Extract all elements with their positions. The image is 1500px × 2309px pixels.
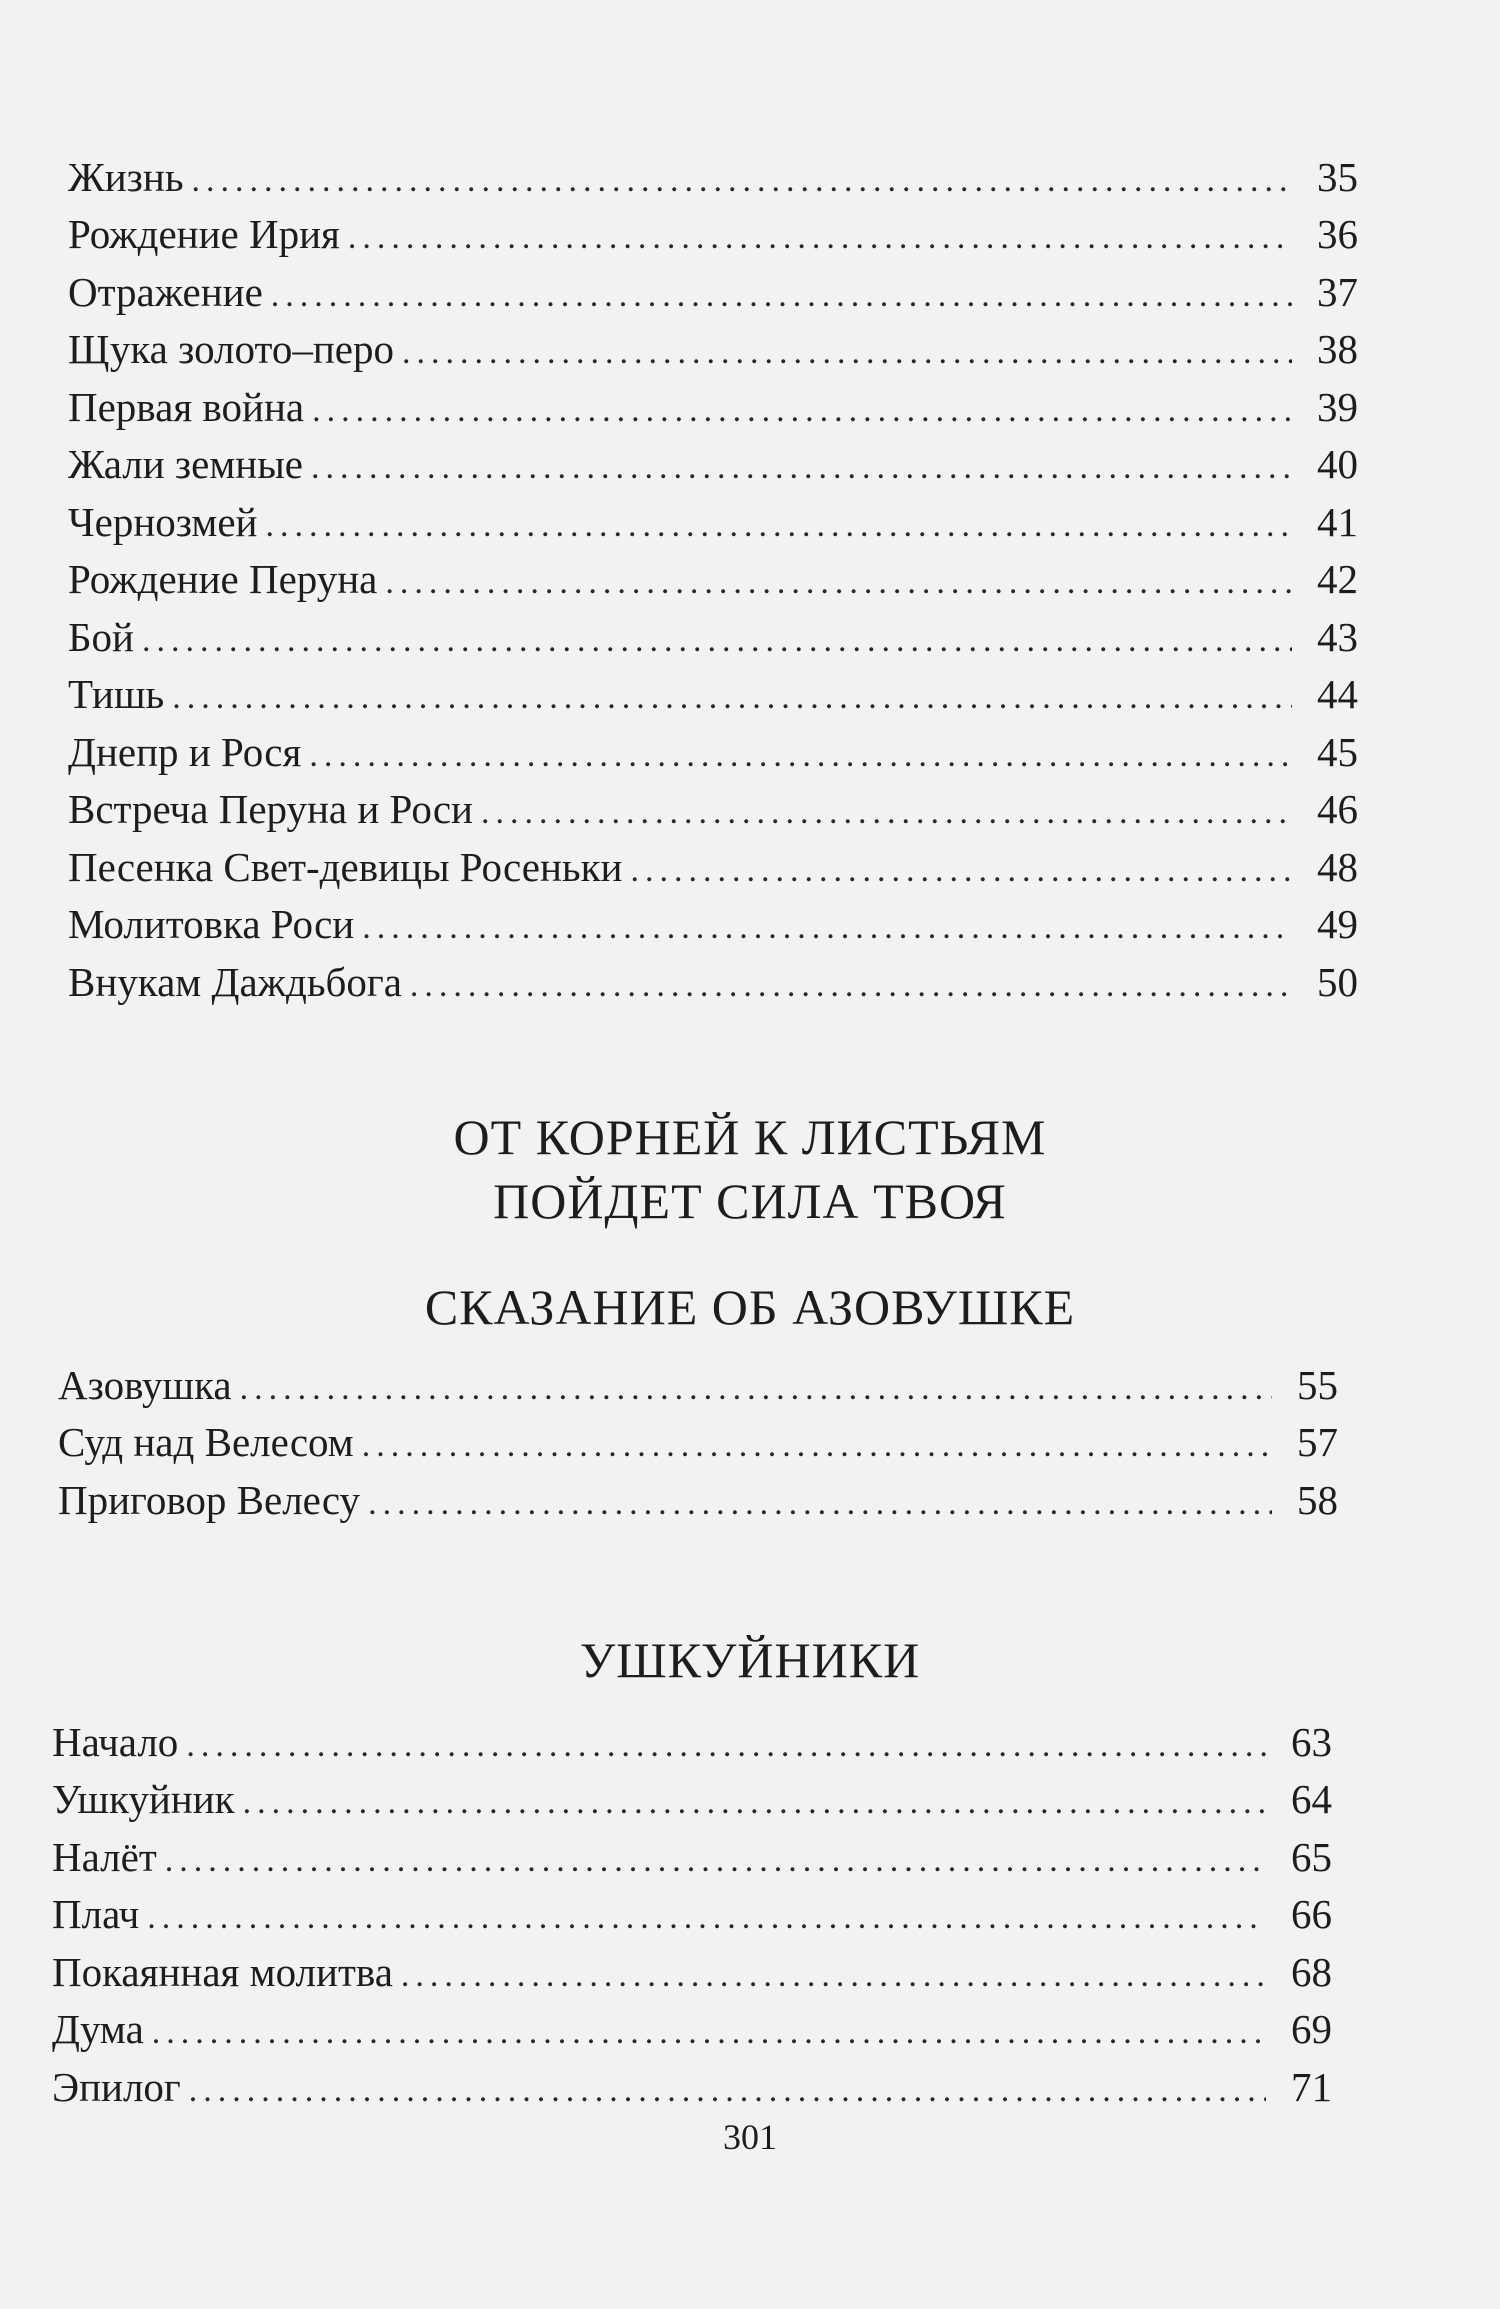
toc-entry-title: Щука золото–перо [68, 326, 394, 372]
toc-entry [68, 198, 1358, 256]
toc-entry [52, 2050, 1332, 2108]
toc-group-azovushka [58, 1348, 1338, 1521]
toc-entry [68, 255, 1358, 313]
toc-dot-leader [410, 969, 1292, 1003]
toc-entry-title: Жали земные [68, 441, 303, 487]
part-heading-line-2: ПОЙДЕТ СИЛА ТВОЯ [493, 1173, 1007, 1229]
toc-entry-title: Суд над Велесом [58, 1419, 354, 1465]
toc-entry-title: Налёт [52, 1833, 157, 1880]
toc-entry [52, 1763, 1332, 1821]
toc-entry [52, 1820, 1332, 1878]
toc-entry [52, 1705, 1332, 1763]
toc-dot-leader [165, 1844, 1266, 1878]
toc-entry-page: 40 [1317, 441, 1358, 487]
section-heading-ushkuyniki: УШКУЙНИКИ [579, 1632, 921, 1688]
toc-entry [52, 1993, 1332, 2051]
toc-entry [68, 773, 1358, 831]
toc-dot-leader [266, 509, 1293, 543]
toc-entry-page: 63 [1291, 1718, 1332, 1765]
toc-dot-leader [152, 2016, 1266, 2050]
toc-dot-leader [312, 394, 1292, 428]
toc-dot-leader [362, 911, 1292, 945]
toc-entry [68, 830, 1358, 888]
toc-dot-leader [368, 1487, 1272, 1521]
toc-entry-page: 55 [1297, 1361, 1338, 1408]
toc-entry [68, 888, 1358, 946]
toc-entry-title: Дума [52, 2006, 144, 2052]
toc-entry [58, 1406, 1338, 1464]
toc-entry-title: Плач [52, 1891, 140, 1937]
toc-entry-title: Днепр и Рося [68, 728, 302, 775]
toc-entry [68, 543, 1358, 601]
toc-entry [58, 1348, 1338, 1406]
toc-dot-leader [186, 1729, 1266, 1763]
toc-entry-title: Бой [68, 613, 134, 660]
toc-dot-leader [401, 1959, 1266, 1993]
toc-entry-page: 37 [1317, 268, 1358, 315]
toc-entry [68, 140, 1358, 198]
toc-entry [58, 1463, 1338, 1521]
toc-entry-title: Покаянная молитва [52, 1948, 393, 1995]
toc-dot-leader [402, 336, 1292, 370]
toc-entry-page: 64 [1291, 1776, 1332, 1822]
part-heading-line-1: ОТ КОРНЕЙ К ЛИСТЬЯМ [453, 1109, 1047, 1165]
toc-entry [68, 715, 1358, 773]
toc-entry-page: 44 [1317, 671, 1358, 717]
toc-entry-title: Отражение [68, 268, 263, 315]
toc-dot-leader [362, 1429, 1272, 1463]
toc-entry-page: 66 [1291, 1891, 1332, 1937]
toc-entry-title: Ушкуйник [52, 1776, 235, 1822]
toc-dot-leader [630, 854, 1292, 888]
part-heading [0, 1105, 1500, 1233]
toc-entry-page: 57 [1297, 1419, 1338, 1465]
toc-entry-page: 38 [1317, 326, 1358, 372]
page-number: 301 [723, 2117, 777, 2157]
toc-entry [68, 945, 1358, 1003]
toc-dot-leader [142, 624, 1292, 658]
toc-group-creation [68, 140, 1358, 1003]
toc-entry-page: 46 [1317, 786, 1358, 832]
toc-dot-leader [311, 451, 1292, 485]
toc-entry-page: 39 [1317, 383, 1358, 430]
toc-entry-title: Азовушка [58, 1361, 232, 1408]
toc-entry-title: Первая война [68, 383, 305, 430]
toc-dot-leader [271, 279, 1292, 313]
toc-entry [68, 313, 1358, 371]
toc-entry-title: Чернозмей [68, 498, 258, 545]
toc-entry-page: 68 [1291, 1948, 1332, 1995]
toc-entry-page: 35 [1317, 153, 1358, 200]
toc-dot-leader [172, 681, 1292, 715]
toc-entry-title: Рождение Перуна [68, 556, 378, 602]
toc-dot-leader [309, 739, 1292, 773]
toc-entry-page: 48 [1317, 843, 1358, 890]
toc-dot-leader [481, 796, 1292, 830]
toc-entry-title: Песенка Свет-девицы Росеньки [68, 843, 623, 890]
toc-entry [52, 1878, 1332, 1936]
toc-dot-leader [240, 1372, 1272, 1406]
toc-dot-leader [385, 566, 1292, 600]
toc-entry-title: Рождение Ирия [68, 211, 340, 257]
toc-entry-page: 43 [1317, 613, 1358, 660]
toc-dot-leader [147, 1901, 1266, 1935]
toc-entry-page: 71 [1291, 2063, 1332, 2110]
toc-group-ushkuyniki [52, 1705, 1332, 2108]
toc-entry-title: Молитовка Роси [68, 901, 355, 947]
toc-entry [68, 428, 1358, 486]
toc-entry-title: Начало [52, 1718, 179, 1765]
toc-entry-title: Эпилог [52, 2063, 181, 2110]
toc-entry-page: 65 [1291, 1833, 1332, 1880]
toc-entry-page: 45 [1317, 728, 1358, 775]
toc-entry-page: 69 [1291, 2006, 1332, 2052]
toc-dot-leader [189, 2074, 1266, 2108]
toc-dot-leader [243, 1786, 1266, 1820]
toc-entry-page: 49 [1317, 901, 1358, 947]
toc-entry-page: 50 [1317, 958, 1358, 1005]
toc-entry [68, 600, 1358, 658]
toc-entry [52, 1935, 1332, 1993]
toc-entry-page: 36 [1317, 211, 1358, 257]
section-heading-azovushka: СКАЗАНИЕ ОБ АЗОВУШКЕ [424, 1279, 1076, 1335]
toc-entry-page: 41 [1317, 498, 1358, 545]
toc-entry-title: Жизнь [68, 153, 184, 200]
toc-dot-leader [348, 221, 1292, 255]
toc-dot-leader [192, 164, 1292, 198]
toc-entry-title: Тишь [68, 671, 165, 717]
toc-entry-title: Приговор Велесу [58, 1476, 361, 1523]
toc-entry [68, 485, 1358, 543]
toc-entry-page: 42 [1317, 556, 1358, 602]
toc-entry [68, 658, 1358, 716]
toc-entry [68, 370, 1358, 428]
toc-entry-title: Встреча Перуна и Роси [68, 786, 473, 832]
toc-entry-title: Внукам Даждьбога [68, 958, 402, 1005]
toc-entry-page: 58 [1297, 1476, 1338, 1523]
